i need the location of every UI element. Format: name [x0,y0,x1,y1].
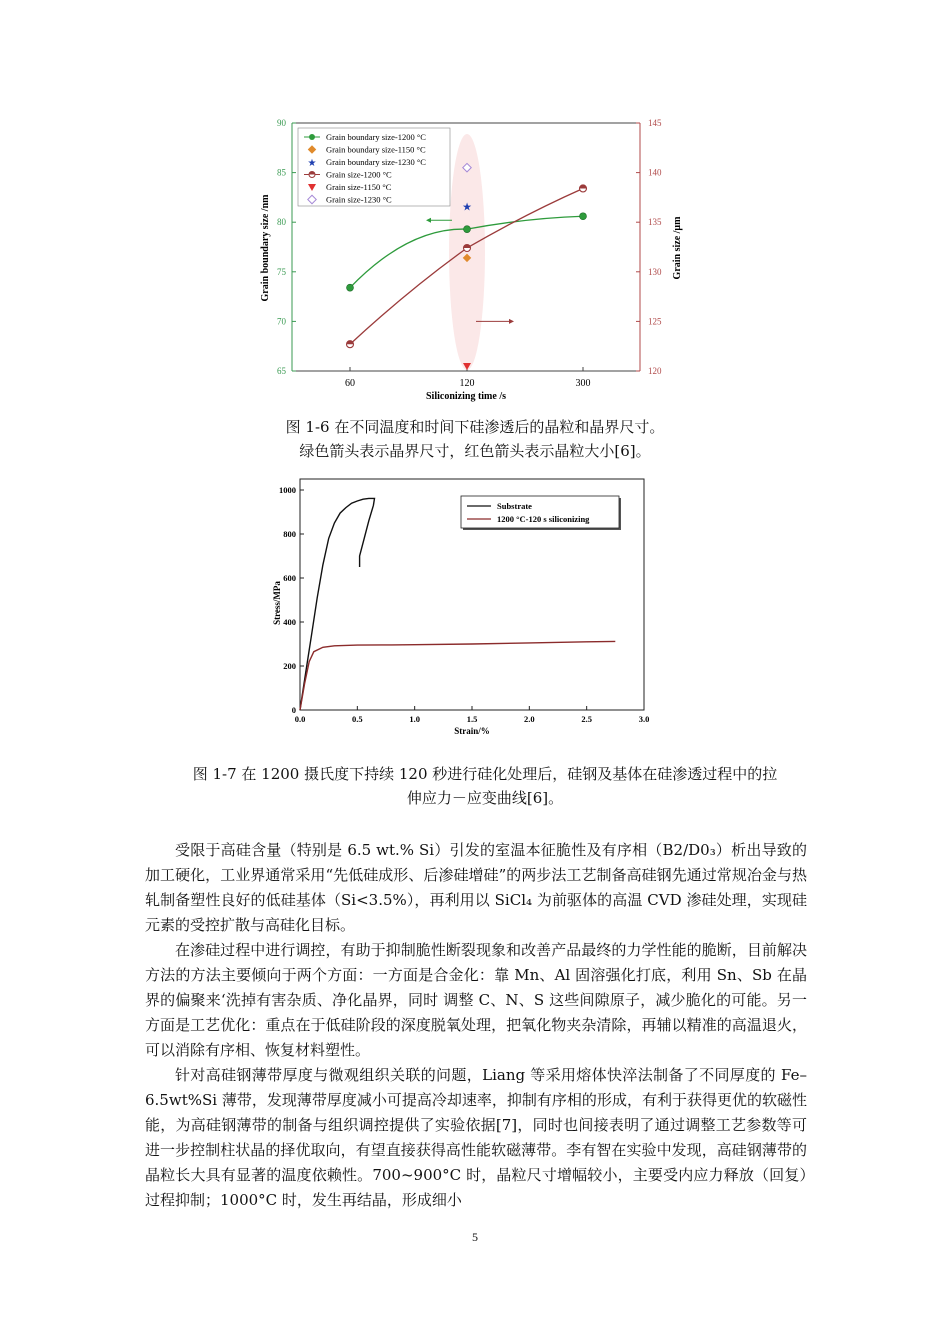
paragraph-3: 针对高硅钢薄带厚度与微观组织关联的问题，Liang 等采用熔体快淬法制备了不同厚度的 Fe–6.5wt%Si 薄带，发现薄带厚度减小可提高冷却速率，抑制有序相的形成，有利于获得更优的软磁性能，为高硅钢薄带的制备与组织调控提供了实验依据[7]，同时也间接表明了通过调整工艺参数等可进一步控制柱状晶的择优取向，有望直接获得高性能软磁薄带。李有智在实验中发现，高硅钢薄带的晶粒长大具有显著的温度依赖性。700~900°C 时，晶粒尺寸增幅较小，主要受内应力释放（回复）过程抑制；1000°C 时，发生再结晶，形成细小 [145,1066,807,1209]
x-tick-label: 300 [575,378,591,389]
page-number: 5 [472,1230,478,1244]
x-axis-label: Strain/% [454,726,490,736]
red-arrow-head [509,319,514,324]
point-grain-boundary-1200 [347,284,354,291]
x-tick-label: 0.0 [294,714,306,724]
y-tick-label-right: 120 [648,366,662,376]
x-tick-label: 0.5 [352,714,363,724]
legend-label: Grain size-1200 °C [326,169,392,180]
y-tick-label-left: 90 [277,118,286,128]
legend-label: Grain size-1150 °C [326,182,392,192]
y-axis-label-left: Grain boundary size /nm [260,194,271,302]
y-tick-label: 200 [283,661,296,671]
y-tick-label-right: 135 [648,217,662,228]
y-tick-label-left: 80 [277,217,286,228]
y-axis-label-right: Grain size /μm [672,216,683,280]
y-tick-label: 0 [291,705,296,715]
stress-strain-chart [260,470,660,740]
point-grain-boundary-1200 [580,213,587,220]
figure-1-7-caption-line2: 伸应力－应变曲线[6]。 [406,789,564,807]
y-axis-label: Stress/MPa [272,581,282,625]
figure-1-6-caption-line2: 绿色箭头表示晶界尺寸，红色箭头表示晶粒大小[6]。 [299,442,651,460]
legend-label: Grain boundary size-1150 °C [326,144,426,155]
legend-label: 1200 °C-120 s siliconizing [497,514,590,524]
y-tick-label: 400 [283,617,296,627]
y-tick-label: 800 [283,529,296,539]
series-line-substrate [300,498,375,710]
series-line-siliconizing [300,641,615,710]
legend-marker [309,134,315,140]
x-tick-label: 2.0 [524,714,535,724]
y-tick-label-left: 75 [277,266,286,277]
x-tick-label: 60 [345,378,355,389]
point-grain-boundary-1200 [464,226,471,233]
point-grain-boundary-1230: ★ [462,201,472,214]
y-tick-label-left: 65 [277,366,286,376]
x-tick-label: 1.0 [409,714,420,724]
legend-label: Grain boundary size-1200 °C [326,132,426,142]
x-tick-label: 1.5 [466,714,478,724]
y-tick-label-right: 140 [648,167,662,178]
x-axis-label: Siliconizing time /s [426,391,506,402]
y-tick-label-left: 85 [277,167,286,178]
x-tick-label: 2.5 [581,714,592,724]
legend-label: Substrate [497,501,532,511]
y-tick-label-right: 130 [648,266,662,277]
legend-label: Grain boundary size-1230 °C [326,157,426,167]
y-tick-label-right: 145 [648,118,662,128]
x-tick-label: 3.0 [638,714,650,724]
y-tick-label: 600 [283,573,296,583]
y-tick-label-right: 125 [648,316,662,327]
y-tick-label-left: 70 [277,316,286,327]
figure-1-6-caption-line1: 图 1-6 在不同温度和时间下硅渗透后的晶粒和晶界尺寸。 [285,418,665,436]
legend-marker: ★ [307,158,317,169]
legend-label: Grain size-1230 °C [326,194,392,205]
x-tick-label: 120 [459,378,475,389]
paragraph-1: 受限于高硅含量（特别是 6.5 wt.% Si）引发的室温本征脆性及有序相（B2/D0₃）析出导致的加工硬化，工业界通常采用“先低硅成形、后渗硅增硅”的两步法工艺制备高硅钢先通过常规冶金与热轧制备塑性良好的低硅基体（Si<3.5%），再利用以 SiCl₄ 为前驱体的高温 CVD 渗硅处理，实现硅元素的受控扩散与高硅化目标。 [145,841,807,934]
green-arrow-head [426,218,431,223]
y-tick-label: 1000 [279,485,296,495]
grain-size-chart [240,110,710,410]
figure-1-7-caption-line1: 图 1-7 在 1200 摄氏度下持续 120 秒进行硅化处理后，硅钢及基体在硅渗透过程中的拉 [192,765,778,783]
paragraph-2: 在渗硅过程中进行调控，有助于抑制脆性断裂现象和改善产品最终的力学性能的脆断，目前解决方法的方法主要倾向于两个方面：一方面是合金化：靠 Mn、Al 固溶强化打底，利用 Sn、Sb 在晶界的偏聚来‘洗掉有害杂质、净化晶界，同时 调整 C、N、S 这些间隙原子，减少脆化的可能。另一方面是工艺优化：重点在于低硅阶段的深度脱氧处理，把氧化物夹杂清除，再辅以精准的高温退火，可以消除有序相、恢复材料塑性。 [145,941,807,1059]
